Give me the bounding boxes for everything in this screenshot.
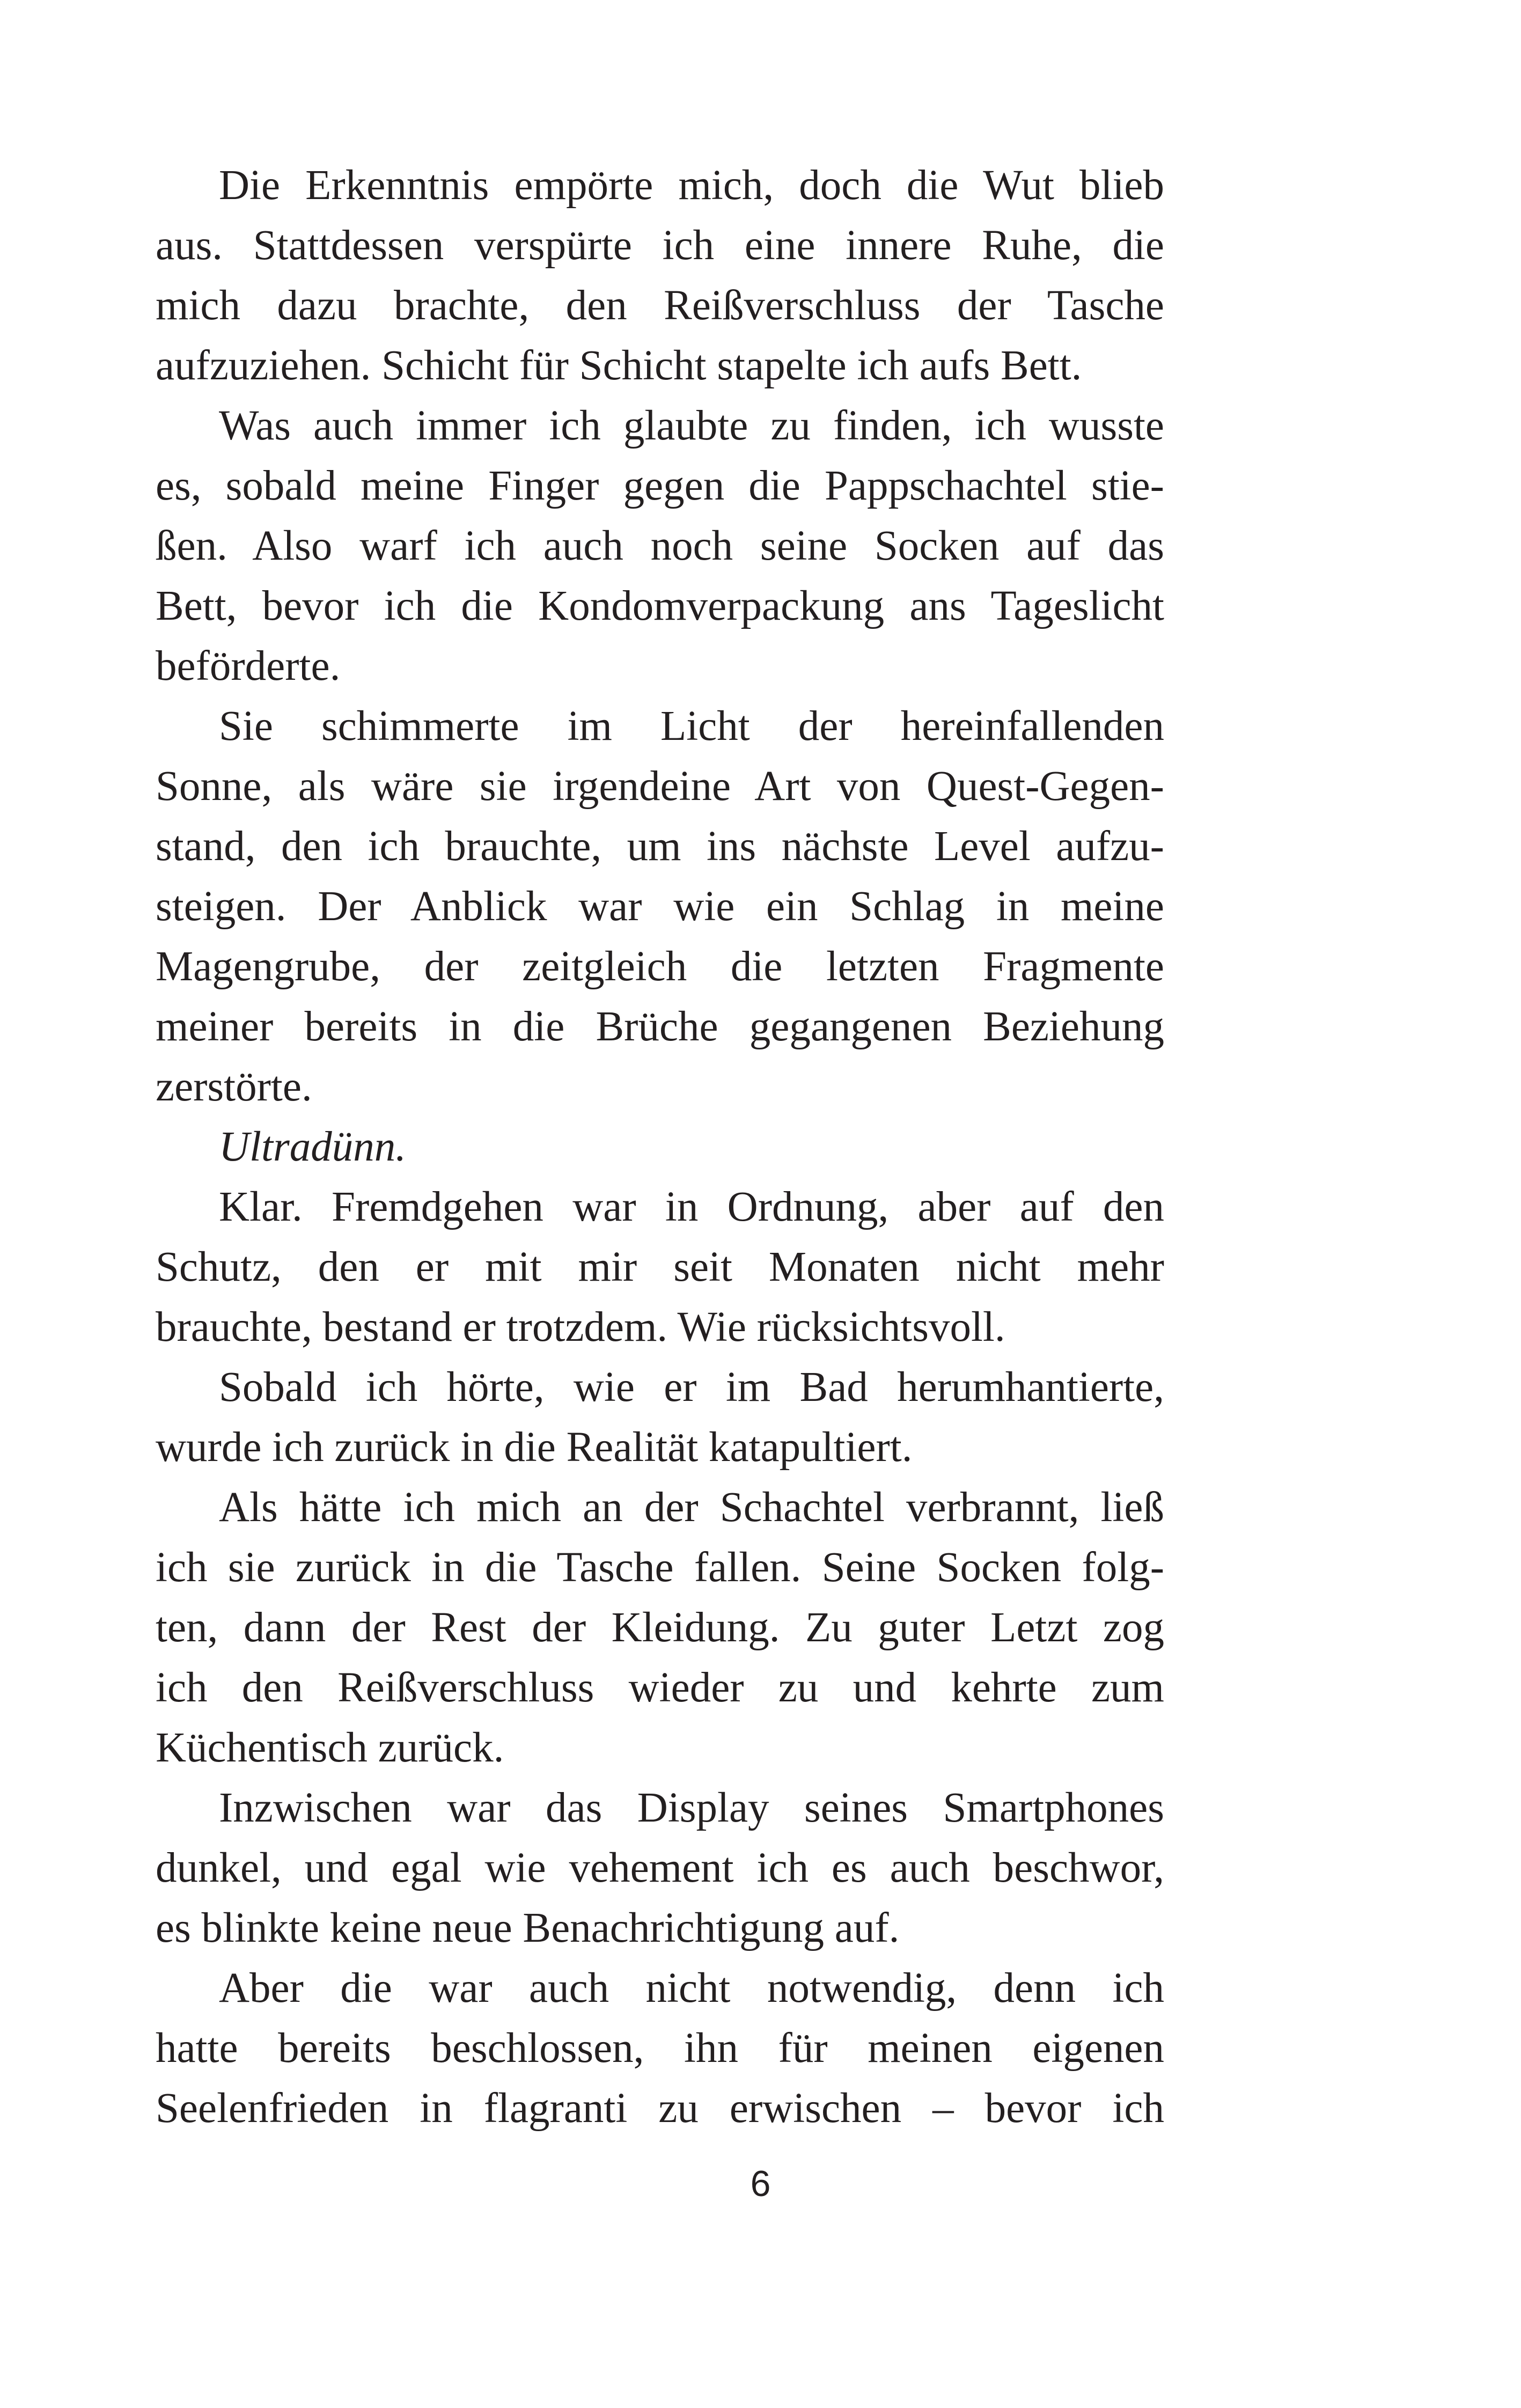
text-line: Sonne, als wäre sie irgendeine Art von Quest-Gegen- bbox=[156, 763, 1164, 810]
text-line: aus. Stattdessen verspürte ich eine innere Ruhe, die bbox=[156, 222, 1164, 269]
text-line: Als hätte ich mich an der Schachtel verbrannt, ließ bbox=[219, 1484, 1164, 1531]
text-line: meiner bereits in die Brüche gegangenen Beziehung bbox=[156, 1003, 1164, 1050]
text-line: Küchentisch zurück. bbox=[156, 1724, 504, 1771]
paragraph bbox=[156, 1778, 1164, 1958]
paragraph bbox=[156, 1478, 1164, 1778]
text-line: Sie schimmerte im Licht der hereinfallenden bbox=[219, 703, 1164, 750]
text-line: Die Erkenntnis empörte mich, doch die Wut blieb bbox=[219, 162, 1164, 209]
text-line: ßen. Also warf ich auch noch seine Socken auf das bbox=[156, 523, 1164, 569]
text-line: hatte bereits beschlossen, ihn für meinen eigenen bbox=[156, 2025, 1164, 2072]
text-line: wurde ich zurück in die Realität katapultiert. bbox=[156, 1424, 913, 1471]
text-line: Klar. Fremdgehen war in Ordnung, aber auf den bbox=[219, 1184, 1164, 1230]
paragraph bbox=[156, 156, 1164, 396]
text-line: Magengrube, der zeitgleich die letzten Fragmente bbox=[156, 943, 1164, 990]
text-line: ich den Reißverschluss wieder zu und kehrte zum bbox=[156, 1664, 1164, 1711]
paragraph bbox=[156, 396, 1164, 696]
text-line: dunkel, und egal wie vehement ich es auch beschwor, bbox=[156, 1845, 1164, 1891]
paragraph bbox=[156, 696, 1164, 1117]
text-line: Inzwischen war das Display seines Smartphones bbox=[219, 1785, 1164, 1831]
text-line: zerstörte. bbox=[156, 1063, 312, 1110]
text-line: stand, den ich brauchte, um ins nächste Level aufzu- bbox=[156, 823, 1164, 870]
text-line: brauchte, bestand er trotzdem. Wie rücksichtsvoll. bbox=[156, 1304, 1005, 1350]
paragraph bbox=[156, 1177, 1164, 1357]
text-line: Schutz, den er mit mir seit Monaten nicht mehr bbox=[156, 1244, 1164, 1290]
text-line: Sobald ich hörte, wie er im Bad herumhantierte, bbox=[219, 1364, 1164, 1411]
text-line: Seelenfrieden in flagranti zu erwischen – bevor ich bbox=[156, 2085, 1164, 2132]
page-number: 6 bbox=[750, 2163, 771, 2204]
paragraph bbox=[156, 1357, 1164, 1478]
text-line: es blinkte keine neue Benachrichtigung auf. bbox=[156, 1905, 900, 1951]
text-line: aufzuziehen. Schicht für Schicht stapelte ich aufs Bett. bbox=[156, 342, 1082, 389]
text-line: Bett, bevor ich die Kondomverpackung ans Tageslicht bbox=[156, 583, 1164, 629]
text-line: ten, dann der Rest der Kleidung. Zu guter Letzt zog bbox=[156, 1604, 1164, 1651]
text-line: Aber die war auch nicht notwendig, denn ich bbox=[219, 1965, 1164, 2011]
text-line: ich sie zurück in die Tasche fallen. Seine Socken folg- bbox=[156, 1544, 1164, 1591]
text-line: mich dazu brachte, den Reißverschluss der Tasche bbox=[156, 282, 1164, 329]
text-line: Ultradünn. bbox=[219, 1124, 406, 1170]
paragraph bbox=[156, 1958, 1164, 2139]
text-line: es, sobald meine Finger gegen die Pappschachtel stie- bbox=[156, 462, 1164, 509]
text-line: beförderte. bbox=[156, 643, 341, 689]
text-line: steigen. Der Anblick war wie ein Schlag in meine bbox=[156, 883, 1164, 930]
paragraph bbox=[156, 1117, 1164, 1177]
text-line: Was auch immer ich glaubte zu finden, ich wusste bbox=[219, 402, 1164, 449]
body-text bbox=[156, 156, 1164, 2139]
